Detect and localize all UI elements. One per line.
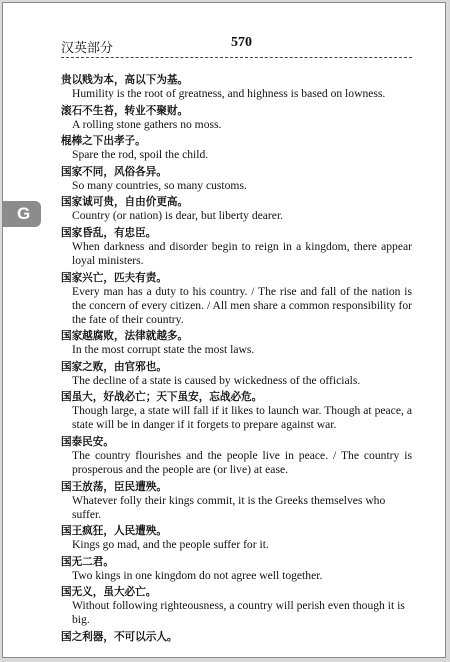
entry (61, 555, 412, 583)
entry (61, 104, 412, 132)
entry (61, 630, 412, 644)
entry-english: So many countries, so many customs. (72, 178, 247, 192)
entry (61, 435, 412, 477)
thumb-index-letter: G (17, 204, 31, 223)
entry-english: In the most corrupt state the most laws. (72, 343, 255, 357)
entry (61, 134, 412, 162)
entry-chinese: 国家之败，由官邪也。 (61, 360, 167, 373)
entry (61, 271, 412, 327)
entry (61, 585, 412, 627)
entry-chinese: 国家越腐败，法律就越多。 (61, 330, 189, 343)
entry (61, 73, 412, 101)
entry-chinese: 国家诚可贵，自由价更高。 (61, 196, 189, 209)
entry-english: Every man has a duty to his country. / The rise and fall of the nation is the concern of every citizen. / All men share a common responsibility for the fate of their country. (72, 284, 412, 326)
entry-list (61, 73, 412, 647)
page-number: 570 (231, 35, 252, 50)
entry (61, 329, 412, 357)
page-header (61, 35, 412, 58)
entry-english: The decline of a state is caused by wickedness of the officials. (72, 373, 361, 387)
thumb-index-tab (3, 201, 41, 227)
entry-english: Two kings in one kingdom do not agree well together. (72, 568, 323, 582)
entry-english: When darkness and disorder begin to reign in a kingdom, there appear loyal ministers. (72, 239, 412, 267)
entry-english: Without following righteousness, a country will perish even though it is big. (72, 599, 405, 627)
entry-english: A rolling stone gathers no moss. (72, 117, 222, 131)
entry (61, 390, 412, 432)
entry-chinese: 国王疯狂，人民遭殃。 (61, 525, 167, 538)
entry-chinese: 贵以贱为本，高以下为基。 (61, 74, 189, 86)
entry-english: Though large, a state will fall if it likes to launch war. Though at peace, a state will be in danger if it forgets to prepare against war. (72, 404, 412, 432)
entry-chinese: 国虽大，好战必亡；天下虽安，忘战必危。 (61, 391, 263, 404)
entry-english: The country flourishes and the people live in peace. / The country is prosperous and the people are (or live) at ease. (72, 448, 412, 476)
entry-chinese: 国无二君。 (61, 555, 114, 568)
entry-chinese: 国家不同，风俗各异。 (61, 165, 167, 178)
dictionary-page (2, 2, 446, 658)
entry-chinese: 国之利器，不可以示人。 (61, 630, 178, 643)
entry-chinese: 国王放荡，臣民遭殃。 (61, 480, 167, 493)
entry-english: Kings go mad, and the people suffer for it. (72, 538, 269, 552)
entry-english: Country (or nation) is dear, but liberty dearer. (72, 209, 284, 223)
entry-chinese: 国泰民安。 (61, 435, 114, 448)
section-label: 汉英部分 (61, 41, 114, 56)
entry (61, 360, 412, 388)
entry-chinese: 国家昏乱，有忠臣。 (61, 226, 157, 239)
entry-chinese: 滚石不生苔，转业不聚财。 (61, 104, 189, 117)
entry (61, 480, 412, 522)
entry (61, 165, 412, 193)
entry-english: Humility is the root of greatness, and highness is based on lowness. (72, 87, 386, 100)
entry (61, 195, 412, 223)
entry-chinese: 国无义，虽大必亡。 (61, 586, 157, 599)
entry (61, 226, 412, 268)
entry-chinese: 国家兴亡，匹夫有责。 (61, 271, 167, 284)
entry-english: Spare the rod, spoil the child. (72, 148, 209, 162)
entry-chinese: 棍棒之下出孝子。 (61, 135, 146, 148)
entry (61, 524, 412, 552)
entry-english: Whatever folly their kings commit, it is the Greeks themselves who suffer. (72, 493, 386, 521)
